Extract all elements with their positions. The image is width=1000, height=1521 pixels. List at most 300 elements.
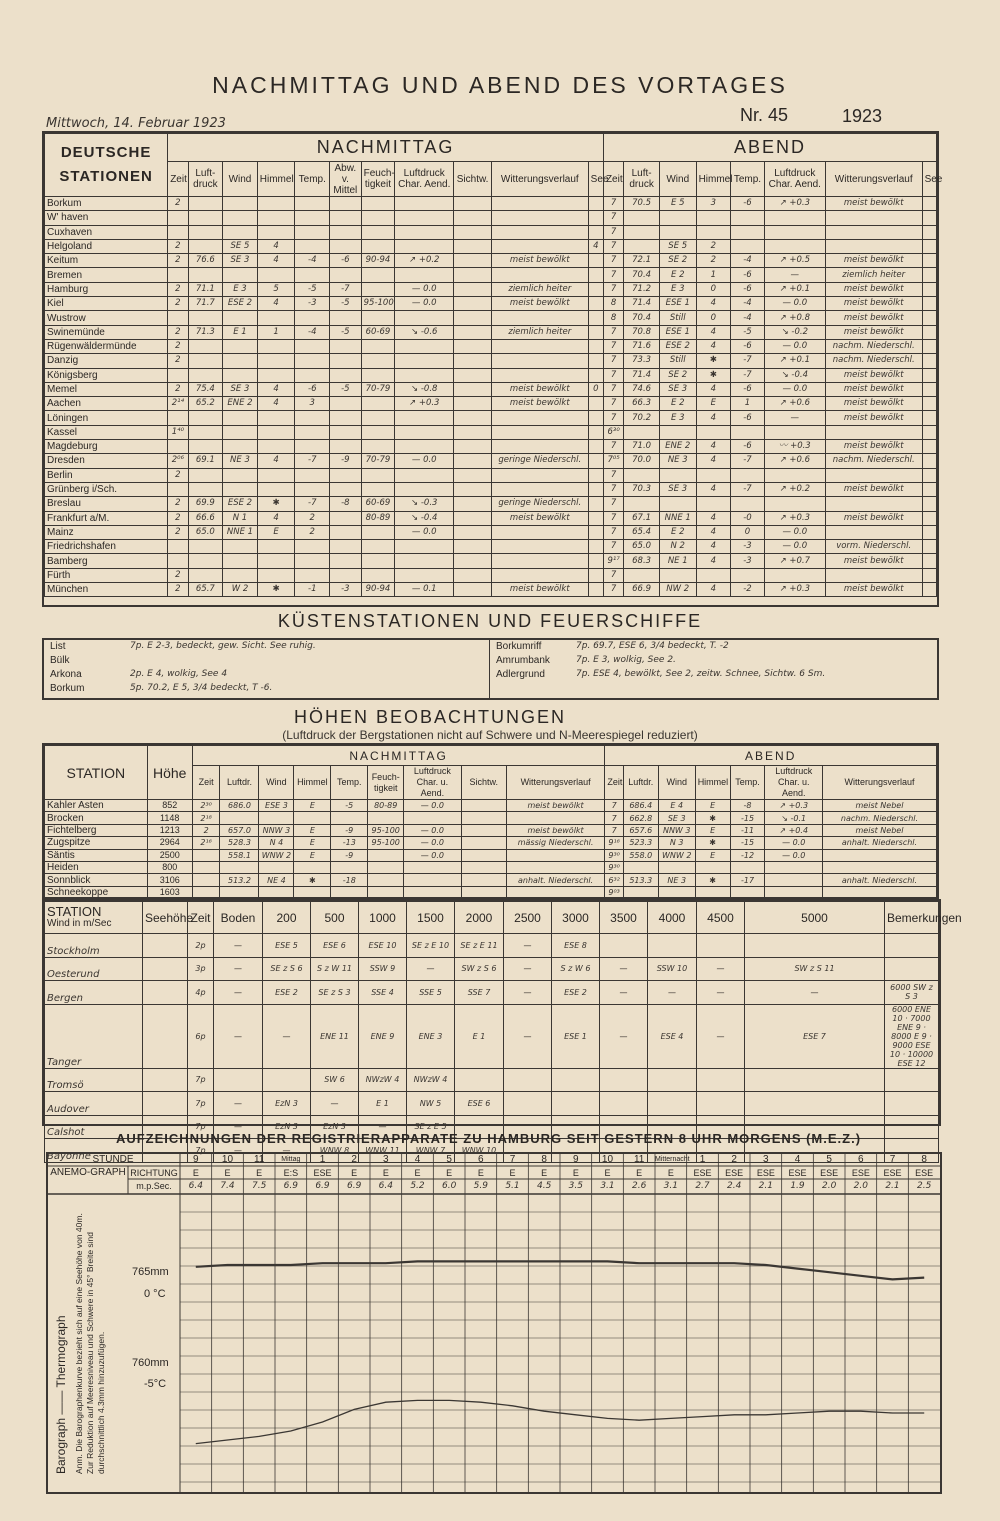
nm-value: 69.9 <box>188 497 223 511</box>
coast-right-list <box>490 640 937 698</box>
nm-value <box>257 339 295 353</box>
wind-value: 7p <box>188 1115 214 1139</box>
nm-value: 1 <box>257 325 295 339</box>
ab-value: 0 <box>696 282 731 296</box>
ab-value <box>922 325 936 339</box>
ab-value <box>764 239 825 253</box>
mtn-station-header: STATION <box>45 746 148 800</box>
ab-value <box>922 382 936 396</box>
nm-value <box>395 311 454 325</box>
wind-col-header: 500 <box>311 902 359 934</box>
wind-value <box>263 1068 311 1092</box>
nm-value: meist bewölkt <box>491 511 588 525</box>
nm-value <box>588 525 603 539</box>
mtn-nm-value: 528.3 <box>220 837 259 849</box>
mtn-nm-value: — 0.0 <box>404 824 461 836</box>
nm-value: 2 <box>168 525 188 539</box>
mtn-ab-col-header: Zeit <box>605 766 623 800</box>
wind-station-header <box>45 902 143 934</box>
mtn-nm-value <box>368 861 404 873</box>
nm-value <box>257 354 295 368</box>
ab-value: 7 <box>603 325 623 339</box>
mtn-ab-value: N 3 <box>658 837 695 849</box>
mtn-ab-col-header: Luftdruck Char. u. Aend. <box>765 766 822 800</box>
mountain-frame <box>42 743 939 899</box>
nm-value <box>223 554 258 568</box>
mtn-nm-value <box>461 886 506 898</box>
wind-value: — <box>648 981 697 1005</box>
nm-value: -7 <box>295 497 330 511</box>
nm-value: E 3 <box>223 282 258 296</box>
ab-value <box>764 568 825 582</box>
ab-value <box>922 368 936 382</box>
hour-label: 1 <box>319 1154 326 1165</box>
coast-frame <box>42 638 939 700</box>
nm-value <box>395 468 454 482</box>
ab-value <box>922 197 936 211</box>
ab-value: E 2 <box>659 525 696 539</box>
mtn-ab-value: anhalt. Niederschl. <box>822 874 936 886</box>
nm-value <box>395 339 454 353</box>
mtn-ab-value: meist Nebel <box>822 824 936 836</box>
mtn-ab-value: ✱ <box>695 874 730 886</box>
station-name: München <box>45 583 168 597</box>
mtn-nm-col-header: Luftdr. <box>220 766 259 800</box>
ab-value: meist bewölkt <box>825 254 922 268</box>
graph-legend: Barograph —— Thermograph <box>54 1315 68 1474</box>
nm-value <box>295 268 330 282</box>
nm-value: 3 <box>295 397 330 411</box>
mtn-ab-value: -12 <box>730 849 765 861</box>
mountain-title: HÖHEN BEOBACHTUNGEN <box>293 707 567 727</box>
mtn-ab-value: E <box>695 824 730 836</box>
coast-station-report: 2p. E 4, wolkig, See 4 <box>130 669 228 679</box>
wind-speed: 2.6 <box>631 1181 647 1191</box>
nm-value: 95-100 <box>361 297 395 311</box>
ab-value: -6 <box>731 411 765 425</box>
ab-value: ESE 2 <box>659 339 696 353</box>
nm-value <box>188 225 223 239</box>
station-row <box>45 354 937 368</box>
nm-value <box>330 339 362 353</box>
mtn-nm-value <box>331 861 368 873</box>
nm-value <box>330 411 362 425</box>
coast-station-report: 5p. 70.2, E 5, 3/4 bedeckt, T -6. <box>130 683 273 693</box>
nm-value: 70-79 <box>361 454 395 468</box>
nm-value <box>588 454 603 468</box>
mtn-ab-value: 523.3 <box>623 837 658 849</box>
nm-value <box>454 282 492 296</box>
wind-value: S z W 11 <box>311 957 359 981</box>
wind-value: WNW 7 <box>407 1139 455 1163</box>
nm-value <box>295 411 330 425</box>
nm-value <box>168 540 188 554</box>
wind-value: 7p <box>188 1092 214 1116</box>
wind-speed: 6.9 <box>283 1181 298 1191</box>
nm-value: ziemlich heiter <box>491 282 588 296</box>
ab-col-header: Witterungsverlauf <box>825 162 922 197</box>
ab-value <box>825 468 922 482</box>
nm-value: 2 <box>168 254 188 268</box>
wind-value: ESE 7 <box>745 1004 885 1068</box>
nm-value <box>491 211 588 225</box>
coast-station-name: List <box>50 641 66 652</box>
mtn-ab-col-header: Luftdr. <box>623 766 658 800</box>
mtn-nm-value <box>220 812 259 824</box>
nm-value <box>295 482 330 496</box>
nm-value <box>454 325 492 339</box>
wind-value: ESE 4 <box>648 1004 697 1068</box>
mtn-station-height: 800 <box>147 861 192 873</box>
wind-speed: 1.9 <box>790 1181 805 1191</box>
mtn-nm-value: NE 4 <box>259 874 294 886</box>
nm-value <box>223 211 258 225</box>
ab-col-header: Wind <box>659 162 696 197</box>
wind-col-header: 2500 <box>504 902 552 934</box>
wind-station-row <box>45 1004 939 1068</box>
nm-value <box>491 425 588 439</box>
mtn-ab-value: NE 3 <box>658 874 695 886</box>
nm-value: 76.6 <box>188 254 223 268</box>
wind-value: NWzW 4 <box>407 1068 455 1092</box>
nm-value <box>330 225 362 239</box>
nm-value <box>330 511 362 525</box>
station-row <box>45 540 937 554</box>
hour-label: 6 <box>478 1154 484 1165</box>
nm-value: ↗ +0.2 <box>395 254 454 268</box>
nm-value <box>395 211 454 225</box>
station-name: Keitum <box>45 254 168 268</box>
ab-value <box>764 425 825 439</box>
station-row <box>45 197 937 211</box>
wind-value: — <box>214 1139 263 1163</box>
mtn-nm-value <box>404 861 461 873</box>
wind-value: SW 6 <box>311 1068 359 1092</box>
nm-col-header: Luft-druck <box>188 162 223 197</box>
mtn-ab-value: 9³⁰ <box>605 861 623 873</box>
mtn-nm-value <box>368 886 404 898</box>
mtn-nm-value: E <box>294 849 331 861</box>
nm-value <box>295 568 330 582</box>
wind-value: EzN 3 <box>263 1115 311 1139</box>
wind-value: — <box>214 934 263 958</box>
mtn-ab-value: 7 <box>605 824 623 836</box>
wind-station-row <box>45 957 939 981</box>
wind-value: E 1 <box>359 1092 407 1116</box>
mtn-nm-value <box>461 837 506 849</box>
station-row <box>45 254 937 268</box>
mtn-nm-value: -9 <box>331 824 368 836</box>
nm-value <box>188 540 223 554</box>
mtn-ab-value: 7 <box>605 812 623 824</box>
ab-value: ↗ +0.3 <box>764 197 825 211</box>
mtn-station-row <box>45 800 937 812</box>
wind-value: SW z S 6 <box>455 957 504 981</box>
mtn-nm-value: — 0.0 <box>404 849 461 861</box>
nm-value <box>454 297 492 311</box>
ab-value: 7 <box>603 440 623 454</box>
nm-value <box>188 425 223 439</box>
coast-entry <box>44 668 489 682</box>
nm-value <box>361 568 395 582</box>
nm-value <box>295 440 330 454</box>
mtn-nm-value <box>506 861 605 873</box>
mtn-ab-col-header: Temp. <box>730 766 765 800</box>
mtn-station-name: Säntis <box>45 849 148 861</box>
nm-value <box>491 411 588 425</box>
nm-value: -5 <box>330 382 362 396</box>
ab-value: 9¹⁷ <box>603 554 623 568</box>
nm-value <box>257 311 295 325</box>
wind-value <box>745 934 885 958</box>
station-name: Kassel <box>45 425 168 439</box>
nm-value <box>361 397 395 411</box>
mtn-ab-value <box>730 861 765 873</box>
wind-direction: E <box>509 1168 516 1178</box>
mtn-ab-value: 558.0 <box>623 849 658 861</box>
ab-value: Still <box>659 311 696 325</box>
mtn-ab-value: 7 <box>605 800 623 812</box>
wind-value: ESE 8 <box>552 934 600 958</box>
ab-value: E 2 <box>659 268 696 282</box>
mtn-nm-value <box>506 849 605 861</box>
wind-station-name: Calshot <box>45 1115 143 1139</box>
nm-value <box>330 468 362 482</box>
mtn-nm-value: 2³⁰ <box>192 800 220 812</box>
nm-value <box>295 339 330 353</box>
ab-value <box>922 511 936 525</box>
nm-value <box>491 354 588 368</box>
nm-value: N 1 <box>223 511 258 525</box>
ab-value: meist bewölkt <box>825 311 922 325</box>
nm-value: geringe Niederschl. <box>491 454 588 468</box>
nm-value <box>588 325 603 339</box>
wind-direction: ESE <box>313 1168 332 1178</box>
mtn-station-name: Schneekoppe <box>45 886 148 898</box>
wind-value: — <box>745 981 885 1005</box>
coast-entry <box>44 682 489 696</box>
ab-value <box>659 497 696 511</box>
ab-value <box>624 211 660 225</box>
nm-value: ESE 2 <box>223 497 258 511</box>
ab-value: 0 <box>731 525 765 539</box>
mtn-station-height: 2964 <box>147 837 192 849</box>
nm-value <box>188 368 223 382</box>
ab-value: meist bewölkt <box>825 554 922 568</box>
mtn-nm-value: E <box>294 800 331 812</box>
ab-value: 7 <box>603 525 623 539</box>
hour-label: 7 <box>509 1154 516 1165</box>
mtn-ab-value <box>822 861 936 873</box>
wind-value <box>648 934 697 958</box>
nm-value <box>188 482 223 496</box>
ab-value: 7 <box>603 568 623 582</box>
mtn-station-name: Kahler Asten <box>45 800 148 812</box>
station-row <box>45 482 937 496</box>
ab-value: 71.0 <box>624 440 660 454</box>
nm-value <box>188 211 223 225</box>
mtn-nm-value: mässig Niederschl. <box>506 837 605 849</box>
nm-value: 1⁴⁰ <box>168 425 188 439</box>
mtn-ab-value: 9¹⁶ <box>605 837 623 849</box>
ab-value <box>922 425 936 439</box>
ab-value <box>922 354 936 368</box>
station-row <box>45 440 937 454</box>
nm-value <box>223 368 258 382</box>
station-name: Cuxhaven <box>45 225 168 239</box>
wind-direction: E <box>604 1168 611 1178</box>
label-m5c: -5°C <box>144 1378 167 1390</box>
mtn-nm-value <box>220 861 259 873</box>
mtn-ab-value <box>623 886 658 898</box>
mtn-station-row <box>45 812 937 824</box>
ab-value: Still <box>659 354 696 368</box>
ab-value: -3 <box>731 554 765 568</box>
nm-value <box>588 554 603 568</box>
abend-header: ABEND <box>603 134 936 162</box>
ab-value: nachm. Niederschl. <box>825 339 922 353</box>
wind-value <box>885 1092 939 1116</box>
ab-value: 4 <box>696 454 731 468</box>
wind-value: — <box>359 1115 407 1139</box>
wind-value: NW 5 <box>407 1092 455 1116</box>
mtn-station-name: Sonnblick <box>45 874 148 886</box>
wind-value <box>697 1068 745 1092</box>
nm-value <box>588 254 603 268</box>
nm-value <box>330 354 362 368</box>
wind-station-name: Stockholm <box>45 934 143 958</box>
mtn-ab-value <box>822 849 936 861</box>
ab-value: -6 <box>731 339 765 353</box>
anemo-label: ANEMO-GRAPH <box>50 1167 126 1178</box>
nm-col-header: Wind <box>223 162 258 197</box>
nm-value: 75.4 <box>188 382 223 396</box>
nm-value <box>395 568 454 582</box>
page-title: NACHMITTAG UND ABEND DES VORTAGES <box>212 72 788 98</box>
wind-speed: 2.7 <box>695 1181 710 1191</box>
wind-value <box>552 1092 600 1116</box>
nm-value <box>491 197 588 211</box>
nm-value <box>395 268 454 282</box>
nm-value: 80-89 <box>361 511 395 525</box>
mtn-nm-col-header: Wind <box>259 766 294 800</box>
nm-value <box>588 368 603 382</box>
wind-speed: 2.0 <box>821 1181 837 1191</box>
mtn-ab-value <box>658 886 695 898</box>
ab-value: 4 <box>696 325 731 339</box>
mtn-nm-value: anhalt. Niederschl. <box>506 874 605 886</box>
wind-direction: ESE <box>788 1168 807 1178</box>
mtn-nm-value: meist bewölkt <box>506 800 605 812</box>
nm-value: 4 <box>257 297 295 311</box>
wind-value: NWzW 4 <box>359 1068 407 1092</box>
wind-direction: ESE <box>883 1168 902 1178</box>
mtn-nm-value <box>461 812 506 824</box>
wind-value: WNW 8 <box>311 1139 359 1163</box>
nm-value <box>361 339 395 353</box>
mtn-nm-value <box>192 849 220 861</box>
nm-value <box>257 568 295 582</box>
ab-value: — 0.0 <box>764 382 825 396</box>
wind-col-header: 1000 <box>359 902 407 934</box>
nm-value: ESE 2 <box>223 297 258 311</box>
ab-value: meist bewölkt <box>825 511 922 525</box>
wind-value: SE z E 5 <box>407 1115 455 1139</box>
coast-station-name: Arkona <box>50 669 82 680</box>
ab-value: 65.4 <box>624 525 660 539</box>
nm-value: 71.1 <box>188 282 223 296</box>
nm-value <box>588 197 603 211</box>
mtn-nm-value <box>461 800 506 812</box>
wind-value: — <box>214 1092 263 1116</box>
ab-value: -6 <box>731 197 765 211</box>
ab-value: ↗ +0.1 <box>764 354 825 368</box>
station-name: Königsberg <box>45 368 168 382</box>
nm-value: meist bewölkt <box>491 397 588 411</box>
ab-value <box>696 568 731 582</box>
nm-value <box>588 225 603 239</box>
nm-value <box>188 197 223 211</box>
coast-station-report: 7p. 69.7, ESE 6, 3/4 bedeckt, T. -2 <box>576 641 729 651</box>
nm-value <box>295 540 330 554</box>
ab-value: nachm. Niederschl. <box>825 454 922 468</box>
wind-value: 4p <box>188 981 214 1005</box>
nm-value <box>588 468 603 482</box>
station-name: Borkum <box>45 197 168 211</box>
ab-value: 8 <box>603 311 623 325</box>
wind-value <box>552 1068 600 1092</box>
nm-value <box>588 425 603 439</box>
nm-value: 2 <box>168 282 188 296</box>
mtn-ab-value: 662.8 <box>623 812 658 824</box>
ab-value <box>922 254 936 268</box>
nm-value <box>491 568 588 582</box>
ab-value: SE 3 <box>659 382 696 396</box>
nm-value <box>491 339 588 353</box>
nm-value <box>168 311 188 325</box>
nm-value <box>491 311 588 325</box>
ab-value: 70.5 <box>624 197 660 211</box>
nm-value <box>223 411 258 425</box>
nm-col-header: Himmel <box>257 162 295 197</box>
mtn-ab-value: 686.4 <box>623 800 658 812</box>
nm-value <box>454 211 492 225</box>
mtn-nm-value: ✱ <box>294 874 331 886</box>
mtn-nm-value: -18 <box>331 874 368 886</box>
wind-direction: ESE <box>820 1168 839 1178</box>
ab-value: meist bewölkt <box>825 583 922 597</box>
ab-value <box>922 311 936 325</box>
ab-value: 70.3 <box>624 482 660 496</box>
ab-value: -7 <box>731 454 765 468</box>
ab-value: 〰 +0.3 <box>764 440 825 454</box>
mtn-nm-value: 95-100 <box>368 837 404 849</box>
wind-value: — <box>407 957 455 981</box>
mtn-nm-value <box>368 874 404 886</box>
nm-value <box>454 525 492 539</box>
wind-value <box>600 934 648 958</box>
nm-value <box>188 268 223 282</box>
ab-value: 4 <box>696 583 731 597</box>
coast-station-report: 7p. ESE 4, bewölkt, See 2, zeitw. Schnee, Sichtw. 6 Sm. <box>576 669 826 679</box>
wind-speed: 2.0 <box>853 1181 868 1191</box>
ab-value <box>696 225 731 239</box>
mtn-station-row <box>45 874 937 886</box>
nachmittag-header: NACHMITTAG <box>168 134 604 162</box>
mtn-nm-value: meist bewölkt <box>506 824 605 836</box>
mtn-station-row <box>45 886 937 898</box>
ab-value <box>922 497 936 511</box>
